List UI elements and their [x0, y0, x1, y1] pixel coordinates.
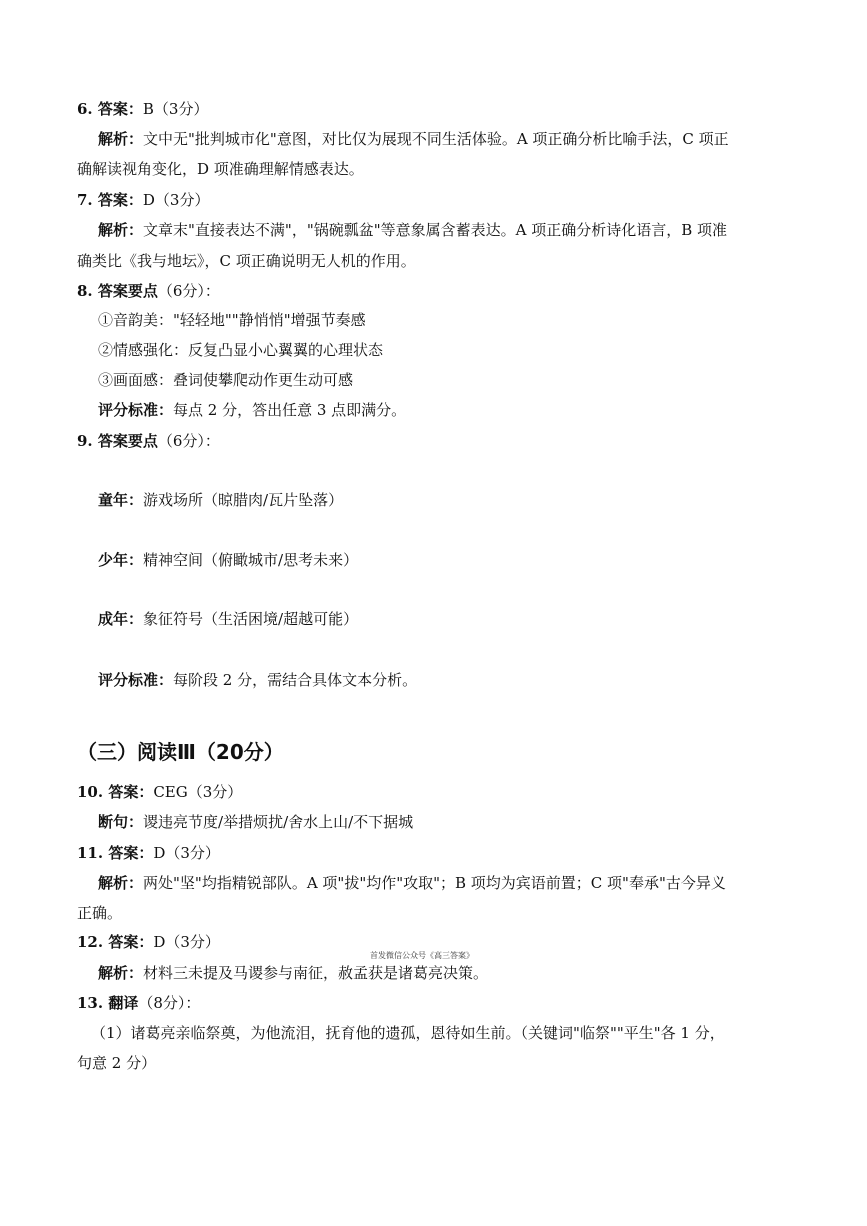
- q12-explanation-text: 材料三未提及马谡参与南征，赦孟获是诸葛亮决策。: [143, 964, 489, 982]
- q11-explanation-line1: [98, 873, 726, 893]
- q12-answer-line: [77, 932, 220, 952]
- q10-answer-line: [77, 782, 242, 802]
- q13-score: （8分）：: [138, 994, 201, 1012]
- watermark-text: 首发微信公众号《高三答案》: [370, 951, 474, 960]
- q10-punctuation: [98, 812, 413, 832]
- q8-score: （6分）：: [157, 282, 220, 300]
- q6-explanation-line1: [98, 129, 729, 149]
- q8-heading: [77, 281, 220, 301]
- q9-stage-adulthood: [98, 609, 358, 629]
- q9-stage-youth: [98, 550, 358, 570]
- q9-stage-label: 少年：: [98, 551, 144, 569]
- q10-punctuation-label: 断句：: [98, 813, 144, 831]
- q6-explanation-line2: 确解读视角变化，D 项准确理解情感表达。: [77, 160, 364, 178]
- q8-label: 8. 答案要点: [77, 282, 158, 300]
- q6-label: 6. 答案：: [77, 100, 143, 118]
- q11-answer-line: [77, 843, 220, 863]
- q7-label: 7. 答案：: [77, 191, 143, 209]
- q7-explanation-line1: [98, 220, 727, 240]
- q9-criteria: [98, 670, 417, 690]
- q13-line1: （1）诸葛亮亲临祭奠，为他流泪，抚育他的遗孤，恩待如生前。（关键词"临祭""平生"各 1 分，: [91, 1024, 725, 1042]
- q11-explanation-label: 解析：: [98, 874, 144, 892]
- q8-criteria-label: 评分标准：: [98, 401, 174, 419]
- q9-label: 9. 答案要点: [77, 432, 158, 450]
- q11-label: 11. 答案：: [77, 844, 154, 862]
- q11-explanation-line2: 正确。: [77, 904, 123, 922]
- q13-line2: 句意 2 分）: [77, 1054, 157, 1072]
- q6-explanation-label: 解析：: [98, 130, 144, 148]
- q10-answer: CEG（3分）: [153, 783, 243, 801]
- q8-point-2: ②情感强化：反复凸显小心翼翼的心理状态: [98, 341, 384, 359]
- q7-answer-line: [77, 190, 209, 210]
- q7-explanation-label: 解析：: [98, 221, 144, 239]
- q9-score: （6分）：: [157, 432, 220, 450]
- q8-criteria-text: 每点 2 分，答出任意 3 点即满分。: [173, 401, 407, 419]
- q8-point-3: ③画面感：叠词使攀爬动作更生动可感: [98, 371, 354, 389]
- q7-explanation-line2: 确类比《我与地坛》，C 项正确说明无人机的作用。: [77, 252, 416, 270]
- q12-answer: D（3分）: [153, 933, 220, 951]
- q9-stage-childhood: [98, 490, 343, 510]
- q9-stage-text: 精神空间（俯瞰城市/思考未来）: [143, 551, 359, 569]
- q11-explanation-text: 两处"坚"均指精锐部队。A 项"拔"均作"攻取"；B 项均为宾语前置；C 项"奉承"古今异义: [143, 874, 726, 892]
- q6-explanation-text: 文中无"批判城市化"意图，对比仅为展现不同生活体验。A 项正确分析比喻手法，C 项正: [143, 130, 729, 148]
- q13-heading: [77, 993, 200, 1013]
- q10-label: 10. 答案：: [77, 783, 154, 801]
- q12-label: 12. 答案：: [77, 933, 154, 951]
- q8-point-1: ①音韵美："轻轻地""静悄悄"增强节奏感: [98, 311, 366, 329]
- q8-criteria: [98, 400, 406, 420]
- q9-stage-label: 成年：: [98, 610, 144, 628]
- q12-explanation: [98, 963, 488, 983]
- q9-criteria-label: 评分标准：: [98, 671, 174, 689]
- section-heading: （三）阅读Ⅲ（20分）: [77, 740, 284, 764]
- q7-answer: D（3分）: [142, 191, 210, 209]
- q10-punctuation-text: 谡违亮节度/举措烦扰/舍水上山/不下据城: [143, 813, 414, 831]
- q9-stage-label: 童年：: [98, 491, 144, 509]
- q9-stage-text: 游戏场所（晾腊肉/瓦片坠落）: [143, 491, 344, 509]
- q13-label: 13. 翻译: [77, 994, 139, 1012]
- q9-stage-text: 象征符号（生活困境/超越可能）: [143, 610, 359, 628]
- q6-answer-line: [77, 99, 208, 119]
- q6-answer: B（3分）: [142, 100, 209, 118]
- q11-answer: D（3分）: [153, 844, 220, 862]
- q7-explanation-text: 文章末"直接表达不满"，"锅碗瓢盆"等意象属含蓄表达。A 项正确分析诗化语言，B 项准: [143, 221, 728, 239]
- q9-heading: [77, 431, 220, 451]
- q12-explanation-label: 解析：: [98, 964, 144, 982]
- q9-criteria-text: 每阶段 2 分，需结合具体文本分析。: [173, 671, 418, 689]
